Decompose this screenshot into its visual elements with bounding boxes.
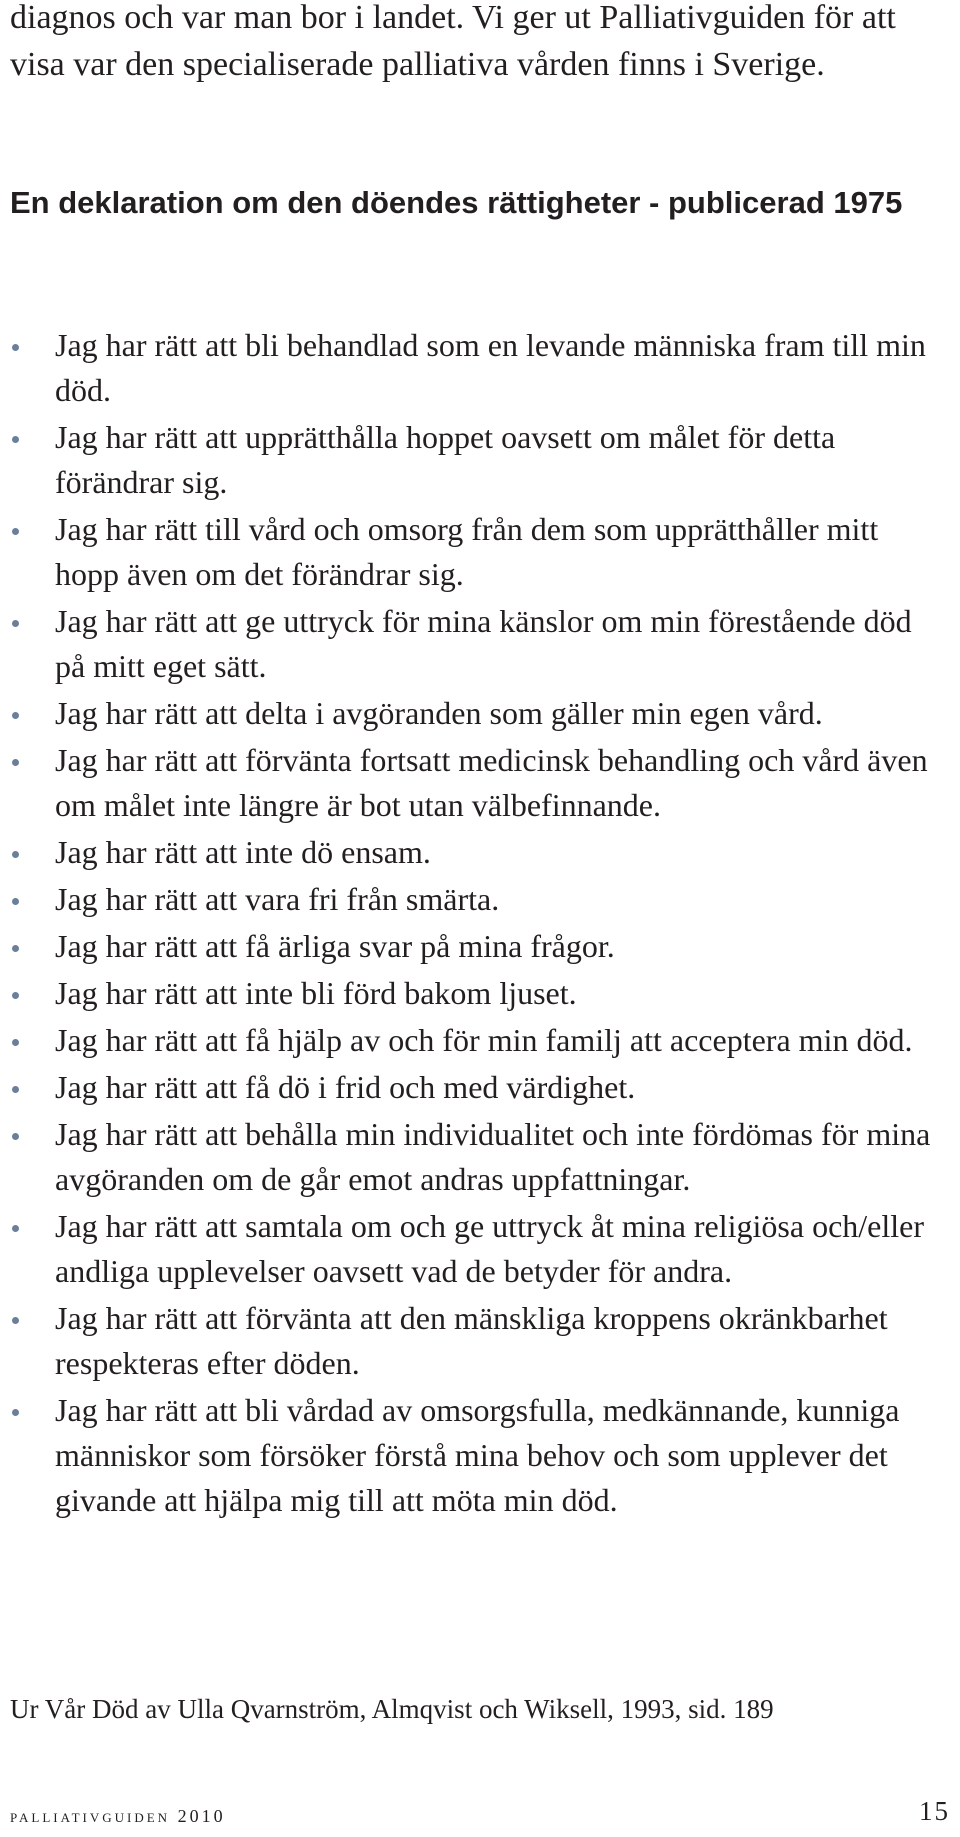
- rights-item-text: Jag har rätt att samtala om och ge uttryck åt mina religiösa och/eller andliga upplevelser oavsett vad de betyder för andra.: [55, 1208, 925, 1289]
- bullet-icon: [12, 528, 19, 535]
- rights-list-item: [0, 599, 940, 689]
- page-number: 15: [919, 1796, 950, 1826]
- rights-item-text: Jag har rätt att ge uttryck för mina känslor om min förestående död på mitt eget sätt.: [55, 603, 912, 684]
- rights-item-text: Jag har rätt till vård och omsorg från dem som upprätthåller mitt hopp även om det förändrar sig.: [55, 511, 879, 592]
- rights-list-item: [0, 323, 940, 413]
- rights-list-item: [0, 415, 940, 505]
- bullet-icon: [12, 1086, 19, 1093]
- rights-item-text: Jag har rätt att få hjälp av och för min familj att acceptera min död.: [55, 1022, 913, 1058]
- rights-list-item: [0, 1388, 940, 1523]
- bullet-icon: [12, 1317, 19, 1324]
- intro-paragraph: diagnos och var man bor i landet. Vi ger ut Palliativguiden för att visa var den specialiserade palliativa vården finns i Sverige.: [10, 0, 896, 83]
- footer-publication-name: palliativguiden 2010: [10, 1806, 226, 1826]
- rights-list-item: [0, 924, 940, 969]
- rights-list: [0, 323, 940, 1525]
- rights-item-text: Jag har rätt att bli vårdad av omsorgsfulla, medkännande, kunniga människor som försöker förstå mina behov och som upplever det givande att hjälpa mig till att möta min död.: [55, 1392, 900, 1518]
- bullet-icon: [12, 992, 19, 999]
- rights-list-item: [0, 971, 940, 1016]
- rights-list-item: [0, 1112, 940, 1202]
- rights-item-text: Jag har rätt att inte bli förd bakom ljuset.: [55, 975, 577, 1011]
- rights-item-text: Jag har rätt att inte dö ensam.: [55, 834, 431, 870]
- section-heading: En deklaration om den döendes rättigheter - publicerad 1975: [10, 185, 903, 220]
- bullet-icon: [12, 759, 19, 766]
- rights-item-text: Jag har rätt att förvänta att den mänskliga kroppens okränkbarhet respekteras efter döden.: [55, 1300, 888, 1381]
- rights-list-item: [0, 691, 940, 736]
- bullet-icon: [12, 945, 19, 952]
- rights-item-text: Jag har rätt att förvänta fortsatt medicinsk behandling och vård även om målet inte längre är bot utan välbefinnande.: [55, 742, 928, 823]
- rights-list-item: [0, 738, 940, 828]
- rights-item-text: Jag har rätt att få ärliga svar på mina frågor.: [55, 928, 615, 964]
- rights-list-item: [0, 830, 940, 875]
- rights-item-text: Jag har rätt att delta i avgöranden som gäller min egen vård.: [55, 695, 823, 731]
- bullet-icon: [12, 1039, 19, 1046]
- bullet-icon: [12, 1409, 19, 1416]
- rights-list-item: [0, 507, 940, 597]
- bullet-icon: [12, 1133, 19, 1140]
- rights-list-item: [0, 1296, 940, 1386]
- bullet-icon: [12, 436, 19, 443]
- rights-item-text: Jag har rätt att behålla min individualitet och inte fördömas för mina avgöranden om de går emot andras uppfattningar.: [55, 1116, 931, 1197]
- bullet-icon: [12, 898, 19, 905]
- bullet-icon: [12, 344, 19, 351]
- rights-list-item: [0, 1018, 940, 1063]
- rights-list-item: [0, 1065, 940, 1110]
- bullet-icon: [12, 620, 19, 627]
- rights-list-item: [0, 1204, 940, 1294]
- bullet-icon: [12, 1225, 19, 1232]
- rights-item-text: Jag har rätt att få dö i frid och med värdighet.: [55, 1069, 636, 1105]
- source-citation: Ur Vår Död av Ulla Qvarnström, Almqvist och Wiksell, 1993, sid. 189: [10, 1694, 774, 1724]
- rights-item-text: Jag har rätt att vara fri från smärta.: [55, 881, 500, 917]
- rights-list-item: [0, 877, 940, 922]
- rights-item-text: Jag har rätt att bli behandlad som en levande människa fram till min död.: [55, 327, 926, 408]
- bullet-icon: [12, 712, 19, 719]
- rights-item-text: Jag har rätt att upprätthålla hoppet oavsett om målet för detta förändrar sig.: [55, 419, 836, 500]
- bullet-icon: [12, 851, 19, 858]
